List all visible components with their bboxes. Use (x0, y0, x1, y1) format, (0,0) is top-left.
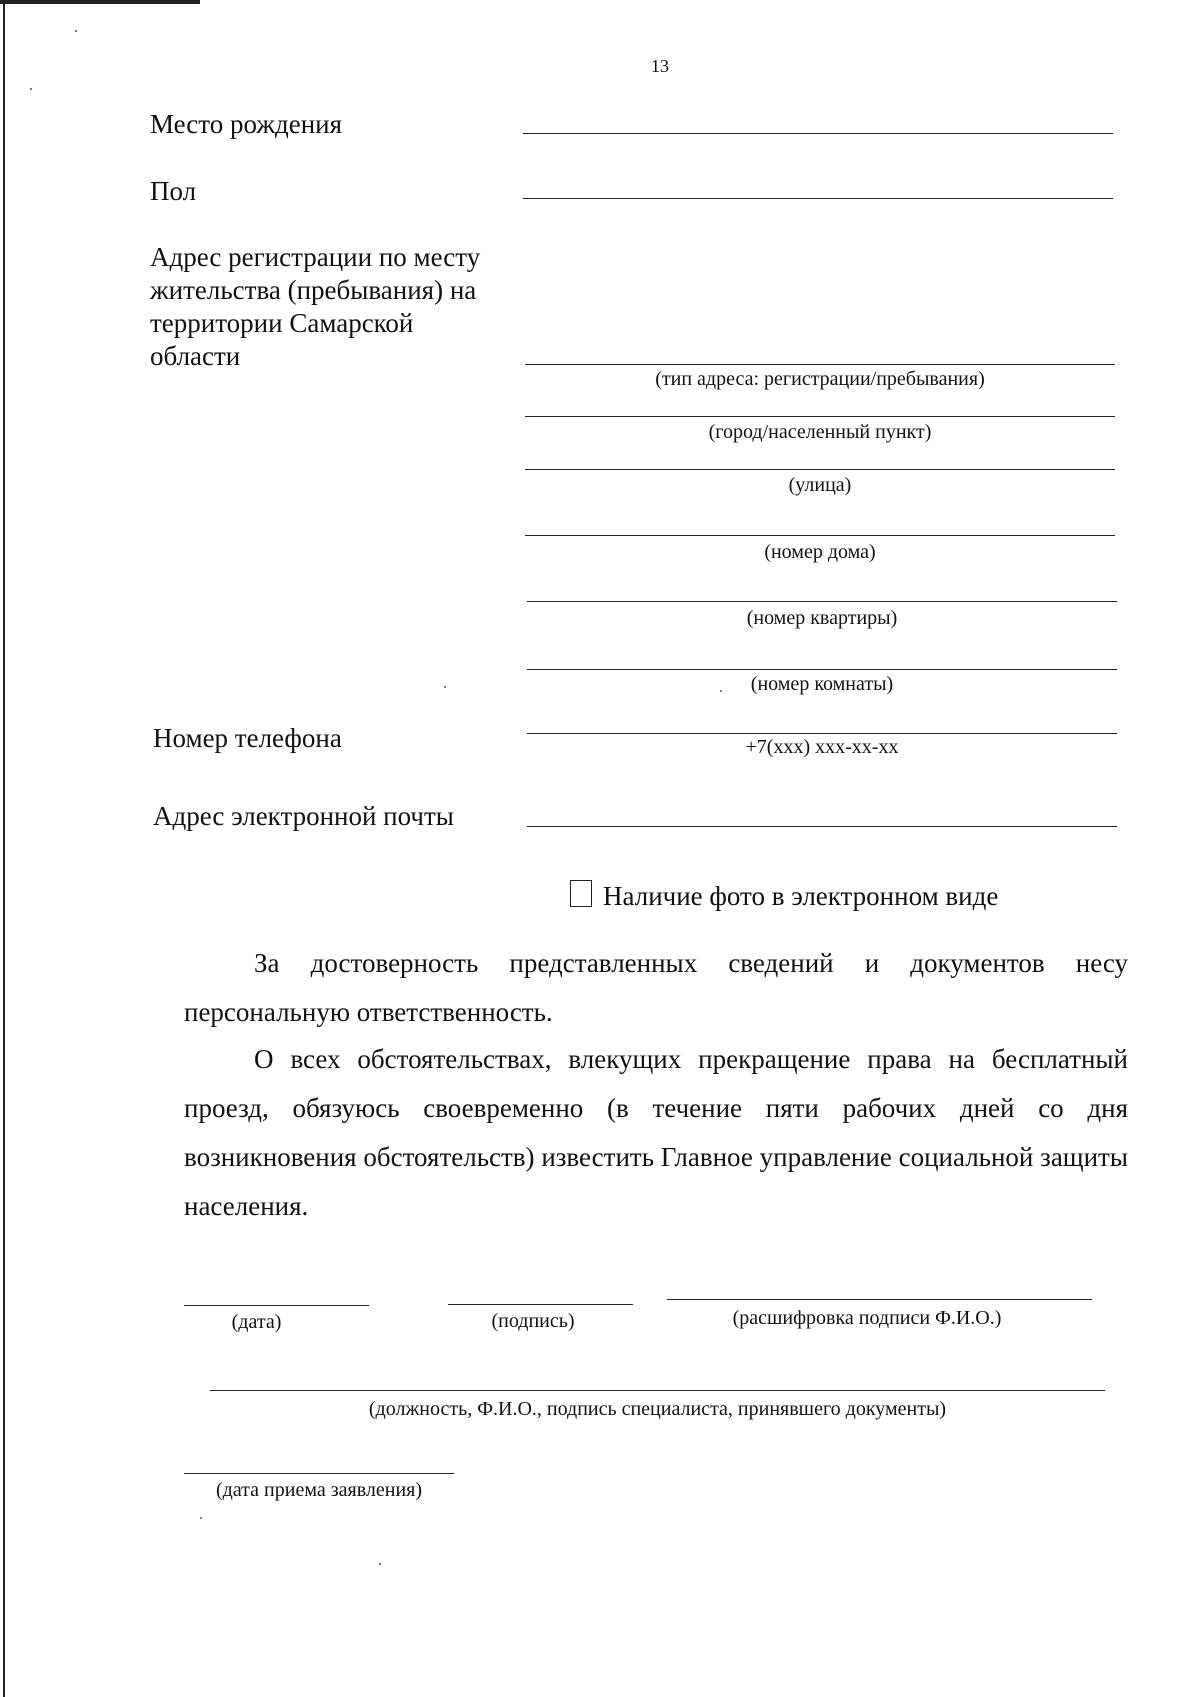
street-caption: (улица) (788, 474, 852, 496)
scan-speck (379, 1563, 381, 1565)
signature-line[interactable] (448, 1304, 633, 1305)
page-edge-left (3, 0, 5, 1697)
receipt-date-caption: (дата приема заявления) (215, 1479, 422, 1501)
obligation-text: О всех обстоятельствах, влекущих прекращение права на бесплатный проезд, обязуюсь своевременно (в течение пяти рабочих дней со дня возникновения обстоятельств) известить Главное управление социальной защиты населения. (184, 1044, 1128, 1221)
specialist-caption: (должность, Ф.И.О., подпись специалиста, принявшего документы) (368, 1398, 947, 1420)
date-caption: (дата) (231, 1311, 282, 1333)
birthplace-label: Место рождения (150, 109, 343, 139)
phone-format-caption: +7(xxx) xxx-xx-xx (745, 736, 899, 758)
address-label-line-3: территории Самарской (150, 308, 414, 338)
sex-line[interactable] (523, 198, 1113, 199)
address-label-line-1: Адрес регистрации по месту (150, 242, 481, 272)
email-label: Адрес электронной почты (153, 801, 454, 831)
address-type-caption: (тип адреса: регистрации/пребывания) (655, 368, 985, 390)
page-edge-top (0, 0, 200, 4)
scan-speck (30, 88, 32, 90)
email-line[interactable] (527, 826, 1117, 827)
house-caption: (номер дома) (764, 541, 876, 563)
page-number: 13 (651, 56, 669, 76)
apartment-caption: (номер квартиры) (746, 607, 898, 629)
street-line[interactable] (525, 469, 1115, 470)
birthplace-line[interactable] (523, 133, 1113, 134)
date-line[interactable] (184, 1305, 369, 1306)
obligation-paragraph (184, 1035, 1128, 1231)
city-line[interactable] (525, 416, 1115, 417)
signature-caption: (подпись) (491, 1310, 575, 1332)
address-label-line-4: области (150, 341, 241, 371)
responsibility-text: За достоверность представленных сведений и документов несу персональную ответственность. (184, 948, 1128, 1027)
address-type-line[interactable] (525, 364, 1115, 365)
apartment-line[interactable] (527, 601, 1117, 602)
photo-checkbox[interactable] (570, 880, 592, 907)
signature-decoding-line[interactable] (667, 1299, 1092, 1300)
scan-speck (720, 690, 722, 692)
sex-label: Пол (150, 176, 197, 206)
room-caption: (номер комнаты) (750, 673, 894, 695)
address-label-line-2: жительства (пребывания) на (150, 275, 477, 305)
scan-speck (444, 686, 446, 688)
scan-speck (75, 30, 77, 32)
responsibility-paragraph (184, 939, 1128, 1037)
specialist-line[interactable] (210, 1390, 1105, 1391)
city-caption: (город/населенный пункт) (708, 421, 932, 443)
room-line[interactable] (527, 669, 1117, 670)
signature-decoding-caption: (расшифровка подписи Ф.И.О.) (732, 1307, 1002, 1329)
photo-checkbox-label: Наличие фото в электронном виде (603, 881, 999, 911)
phone-label: Номер телефона (153, 723, 342, 753)
scan-speck (200, 1517, 202, 1519)
phone-line[interactable] (527, 733, 1117, 734)
receipt-date-line[interactable] (184, 1473, 454, 1474)
house-line[interactable] (525, 535, 1115, 536)
